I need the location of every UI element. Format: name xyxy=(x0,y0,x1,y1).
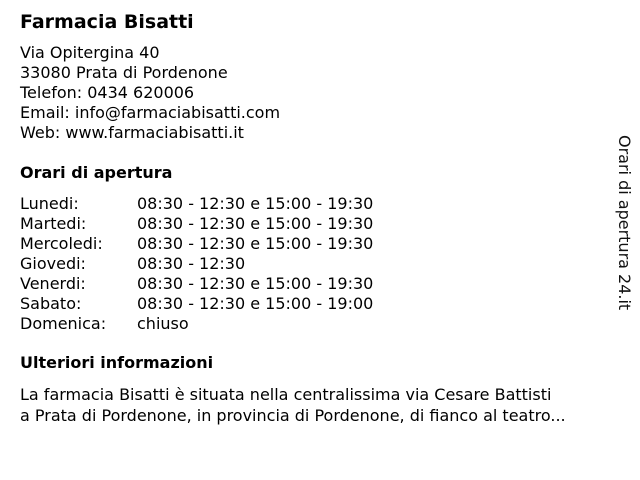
website-address: Web: www.farmaciabisatti.it xyxy=(20,123,244,142)
phone-number: Telefon: 0434 620006 xyxy=(20,83,195,102)
email-address: Email: info@farmaciabisatti.com xyxy=(20,103,281,122)
hours-row-tuesday xyxy=(20,214,373,234)
day-label: Lunedi: xyxy=(20,194,79,213)
time-value: 08:30 - 12:30 e 15:00 - 19:30 xyxy=(137,214,374,233)
pharmacy-name: Farmacia Bisatti xyxy=(20,11,194,33)
hours-row-saturday xyxy=(20,294,373,314)
hours-row-thursday xyxy=(20,254,373,274)
hours-row-friday xyxy=(20,274,373,294)
hours-row-wednesday xyxy=(20,234,373,254)
day-label: Martedi: xyxy=(20,214,87,233)
address-block xyxy=(20,43,280,143)
day-label: Giovedi: xyxy=(20,254,86,273)
hours-row-sunday xyxy=(20,314,373,334)
time-value: 08:30 - 12:30 e 15:00 - 19:00 xyxy=(137,294,374,313)
side-brand-watermark: Orari di apertura 24.it xyxy=(615,135,634,311)
time-value: 08:30 - 12:30 e 15:00 - 19:30 xyxy=(137,234,374,253)
additional-info-text xyxy=(20,384,620,426)
info-line: a Prata di Pordenone, in provincia di Pordenone, di fianco al teatro... xyxy=(20,406,566,425)
day-label: Mercoledi: xyxy=(20,234,103,253)
day-label: Sabato: xyxy=(20,294,82,313)
additional-info-heading: Ulteriori informazioni xyxy=(20,353,214,372)
time-value: 08:30 - 12:30 e 15:00 - 19:30 xyxy=(137,194,374,213)
street-address: Via Opitergina 40 xyxy=(20,43,160,62)
opening-hours-table xyxy=(20,194,373,334)
time-value: chiuso xyxy=(137,314,189,333)
day-label: Venerdi: xyxy=(20,274,86,293)
day-label: Domenica: xyxy=(20,314,107,333)
time-value: 08:30 - 12:30 e 15:00 - 19:30 xyxy=(137,274,374,293)
city-address: 33080 Prata di Pordenone xyxy=(20,63,228,82)
time-value: 08:30 - 12:30 xyxy=(137,254,246,273)
info-line: La farmacia Bisatti è situata nella centralissima via Cesare Battisti xyxy=(20,385,552,404)
hours-row-monday xyxy=(20,194,373,214)
opening-hours-heading: Orari di apertura xyxy=(20,163,173,182)
